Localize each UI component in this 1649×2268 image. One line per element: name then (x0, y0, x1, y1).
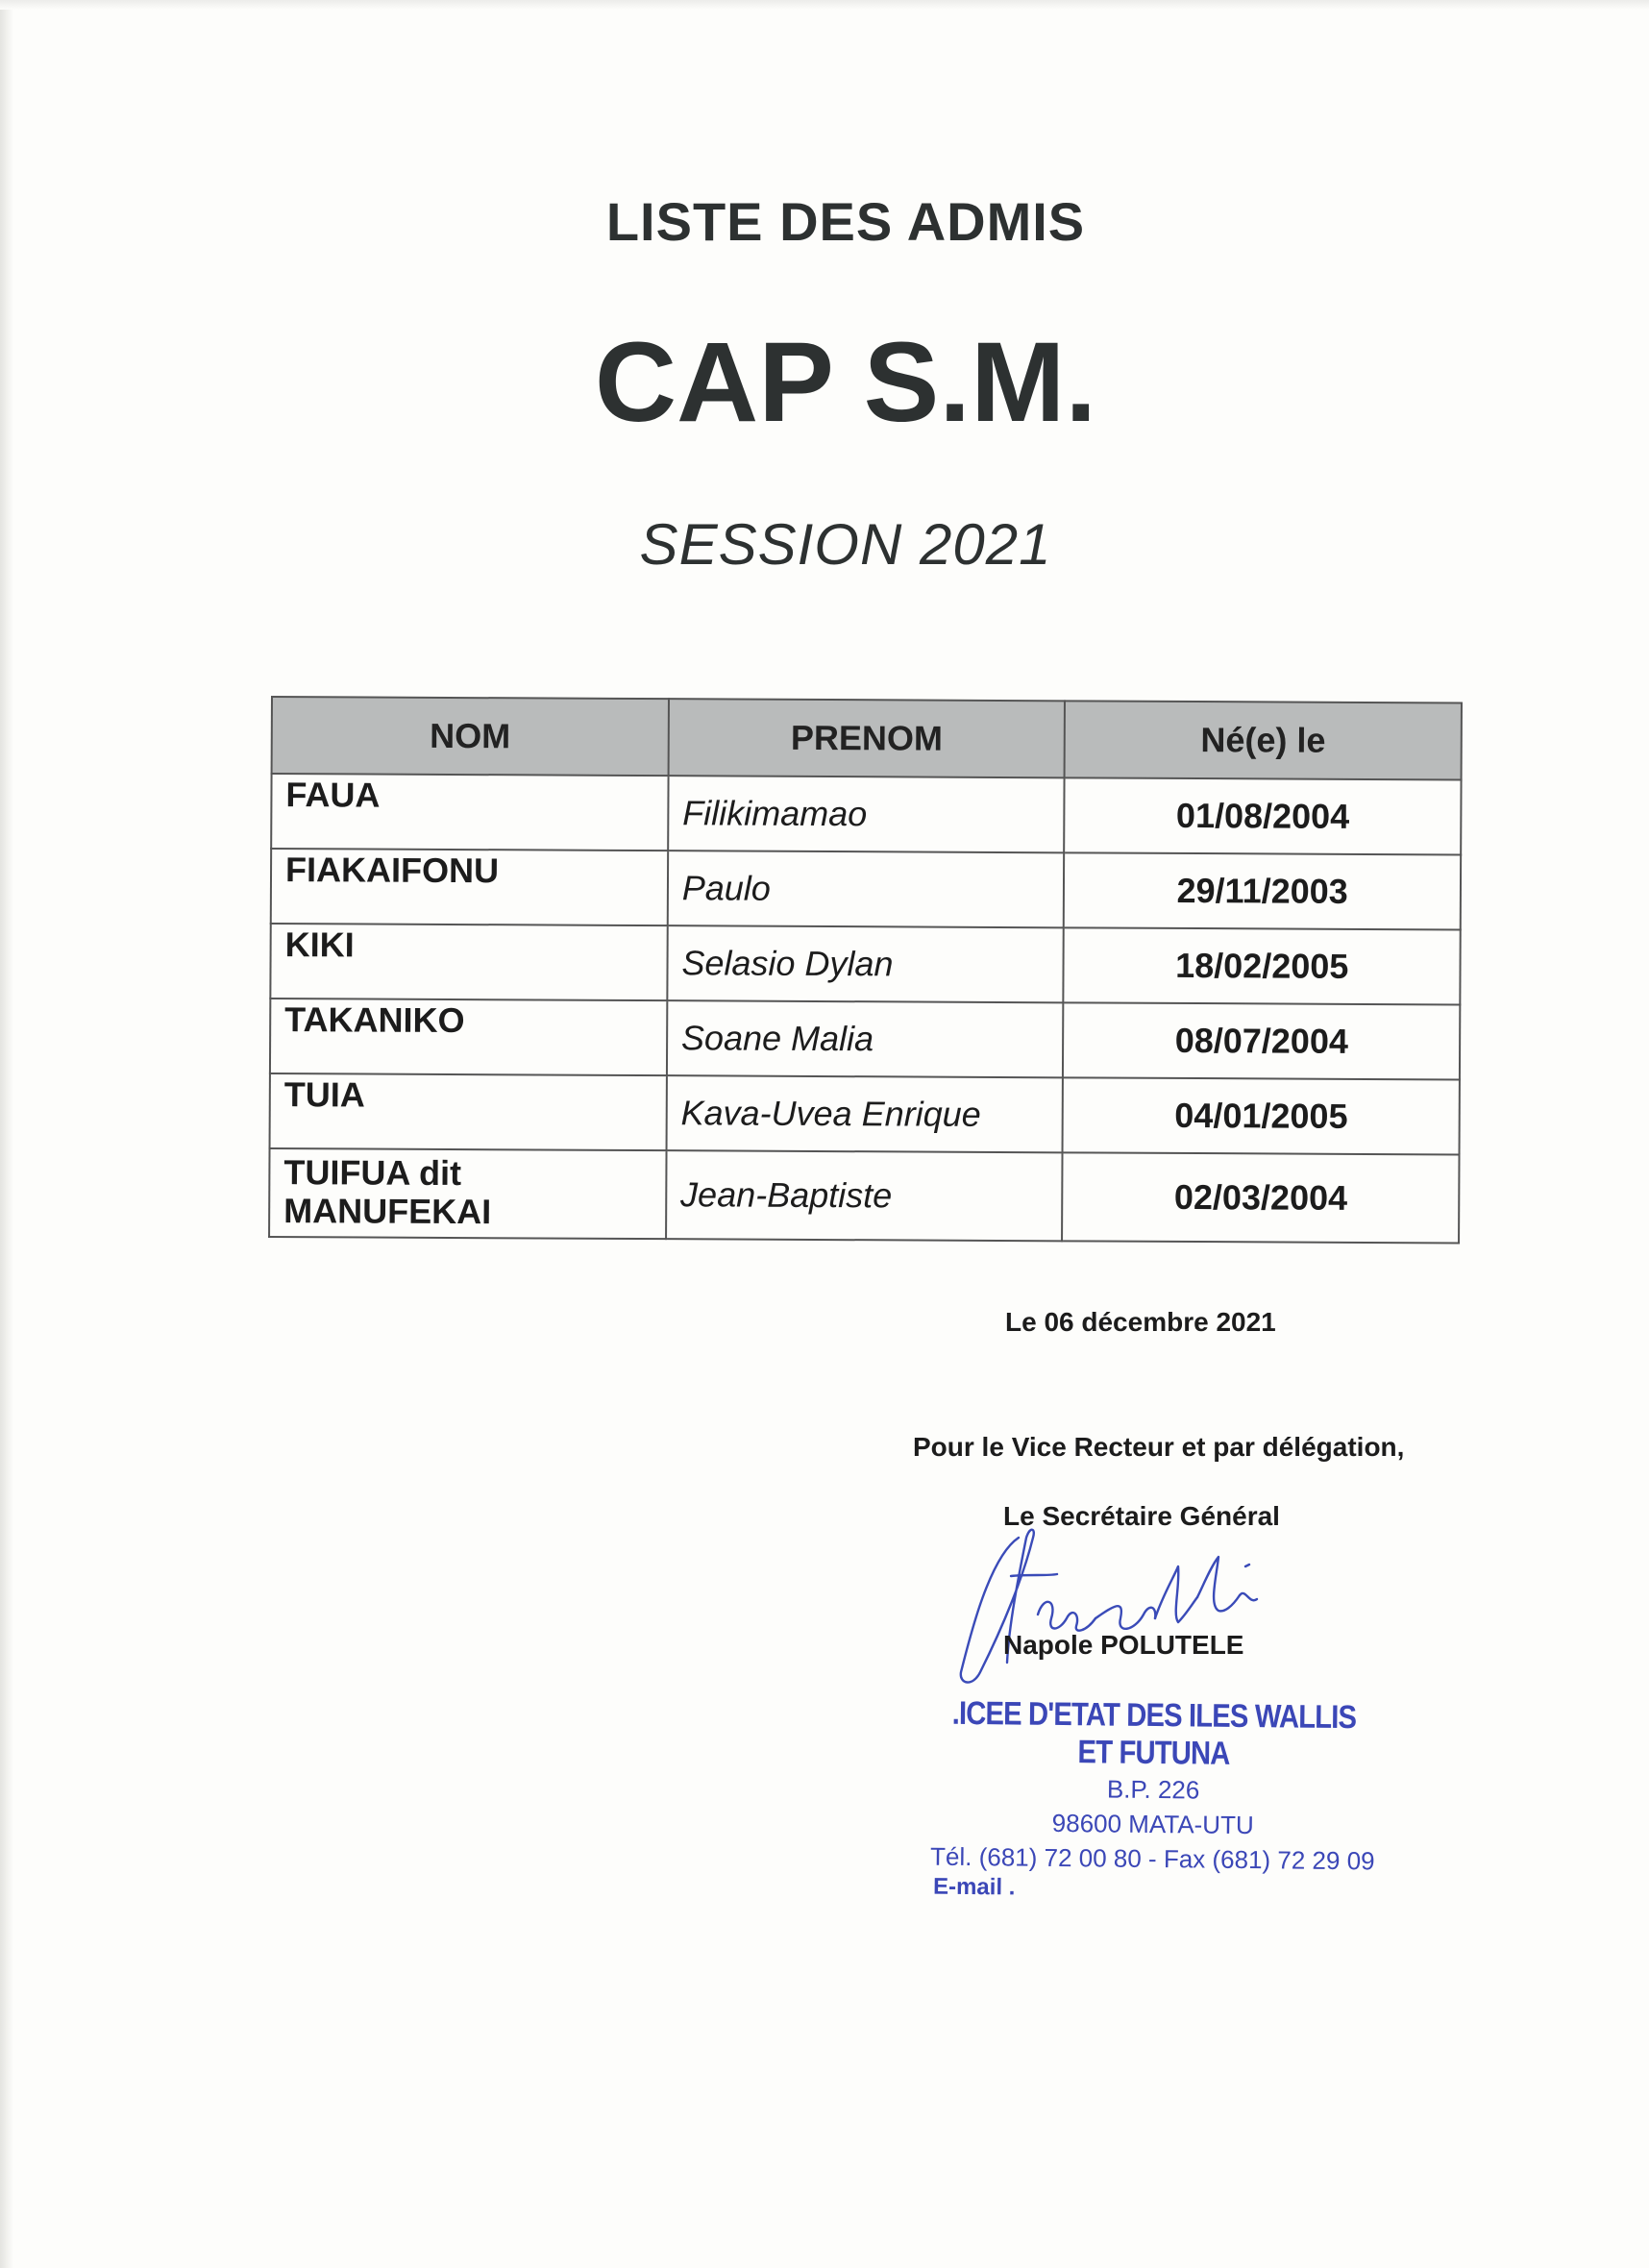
cell-prenom: Jean-Baptiste (666, 1150, 1063, 1241)
signatory-role: Le Secrétaire Général (1003, 1501, 1280, 1531)
table-row (270, 1073, 1460, 1154)
stamp-phone: Tél. (681) 72 00 80 - Fax (681) 72 29 09 (929, 1841, 1375, 1876)
column-header-prenom: PRENOM (668, 699, 1065, 777)
document-title: LISTE DES ADMIS (605, 191, 1086, 252)
handwritten-signature (951, 1518, 1297, 1691)
cell-prenom: Selasio Dylan (667, 925, 1064, 1002)
table-row (270, 924, 1460, 1004)
table-row (271, 849, 1461, 929)
column-header-date: Né(e) le (1065, 701, 1462, 779)
stamp-email: E-mail . (932, 1873, 1016, 1901)
scan-edge-top (0, 0, 1649, 10)
signatory-name: Napole POLUTELE (1003, 1630, 1244, 1660)
table-row (269, 1148, 1459, 1243)
cell-prenom: Filikimamao (668, 776, 1065, 852)
delegation-line: Pour le Vice Recteur et par délégation, (913, 1432, 1405, 1462)
cell-date: 02/03/2004 (1062, 1152, 1459, 1243)
stamp-postbox: B.P. 226 (1106, 1774, 1200, 1805)
stamp-city: 98600 MATA-UTU (1051, 1808, 1254, 1840)
table-header-row (272, 697, 1462, 779)
exam-title: CAP S.M. (594, 319, 1097, 446)
cell-nom: FAUA (271, 774, 668, 850)
cell-nom-line: TUIFUA dit (283, 1152, 462, 1194)
cell-date: 08/07/2004 (1063, 1002, 1460, 1079)
cell-nom: KIKI (270, 924, 667, 1000)
cell-nom (269, 1148, 666, 1239)
institution-stamp (902, 1694, 1404, 1905)
cell-date: 01/08/2004 (1065, 777, 1462, 854)
date-line: Le 06 décembre 2021 (1005, 1307, 1276, 1337)
cell-prenom: Soane Malia (667, 1000, 1064, 1077)
cell-nom: FIAKAIFONU (271, 849, 668, 925)
session-title: SESSION 2021 (639, 512, 1052, 577)
cell-date: 29/11/2003 (1064, 852, 1461, 929)
cell-nom-line: MANUFEKAI (283, 1191, 492, 1232)
cell-nom: TUIA (270, 1073, 667, 1150)
cell-date: 04/01/2005 (1063, 1077, 1460, 1154)
table-row (270, 998, 1460, 1079)
cell-prenom: Kava-Uvea Enrique (666, 1075, 1063, 1152)
admis-table (268, 696, 1463, 1244)
cell-date: 18/02/2005 (1064, 927, 1461, 1004)
column-header-nom: NOM (272, 697, 669, 776)
cell-prenom: Paulo (668, 850, 1065, 927)
cell-nom: TAKANIKO (270, 998, 667, 1075)
table-row (271, 774, 1461, 854)
stamp-institution-name: .ICEE D'ETAT DES ILES WALLIS ET FUTUNA (951, 1694, 1357, 1772)
